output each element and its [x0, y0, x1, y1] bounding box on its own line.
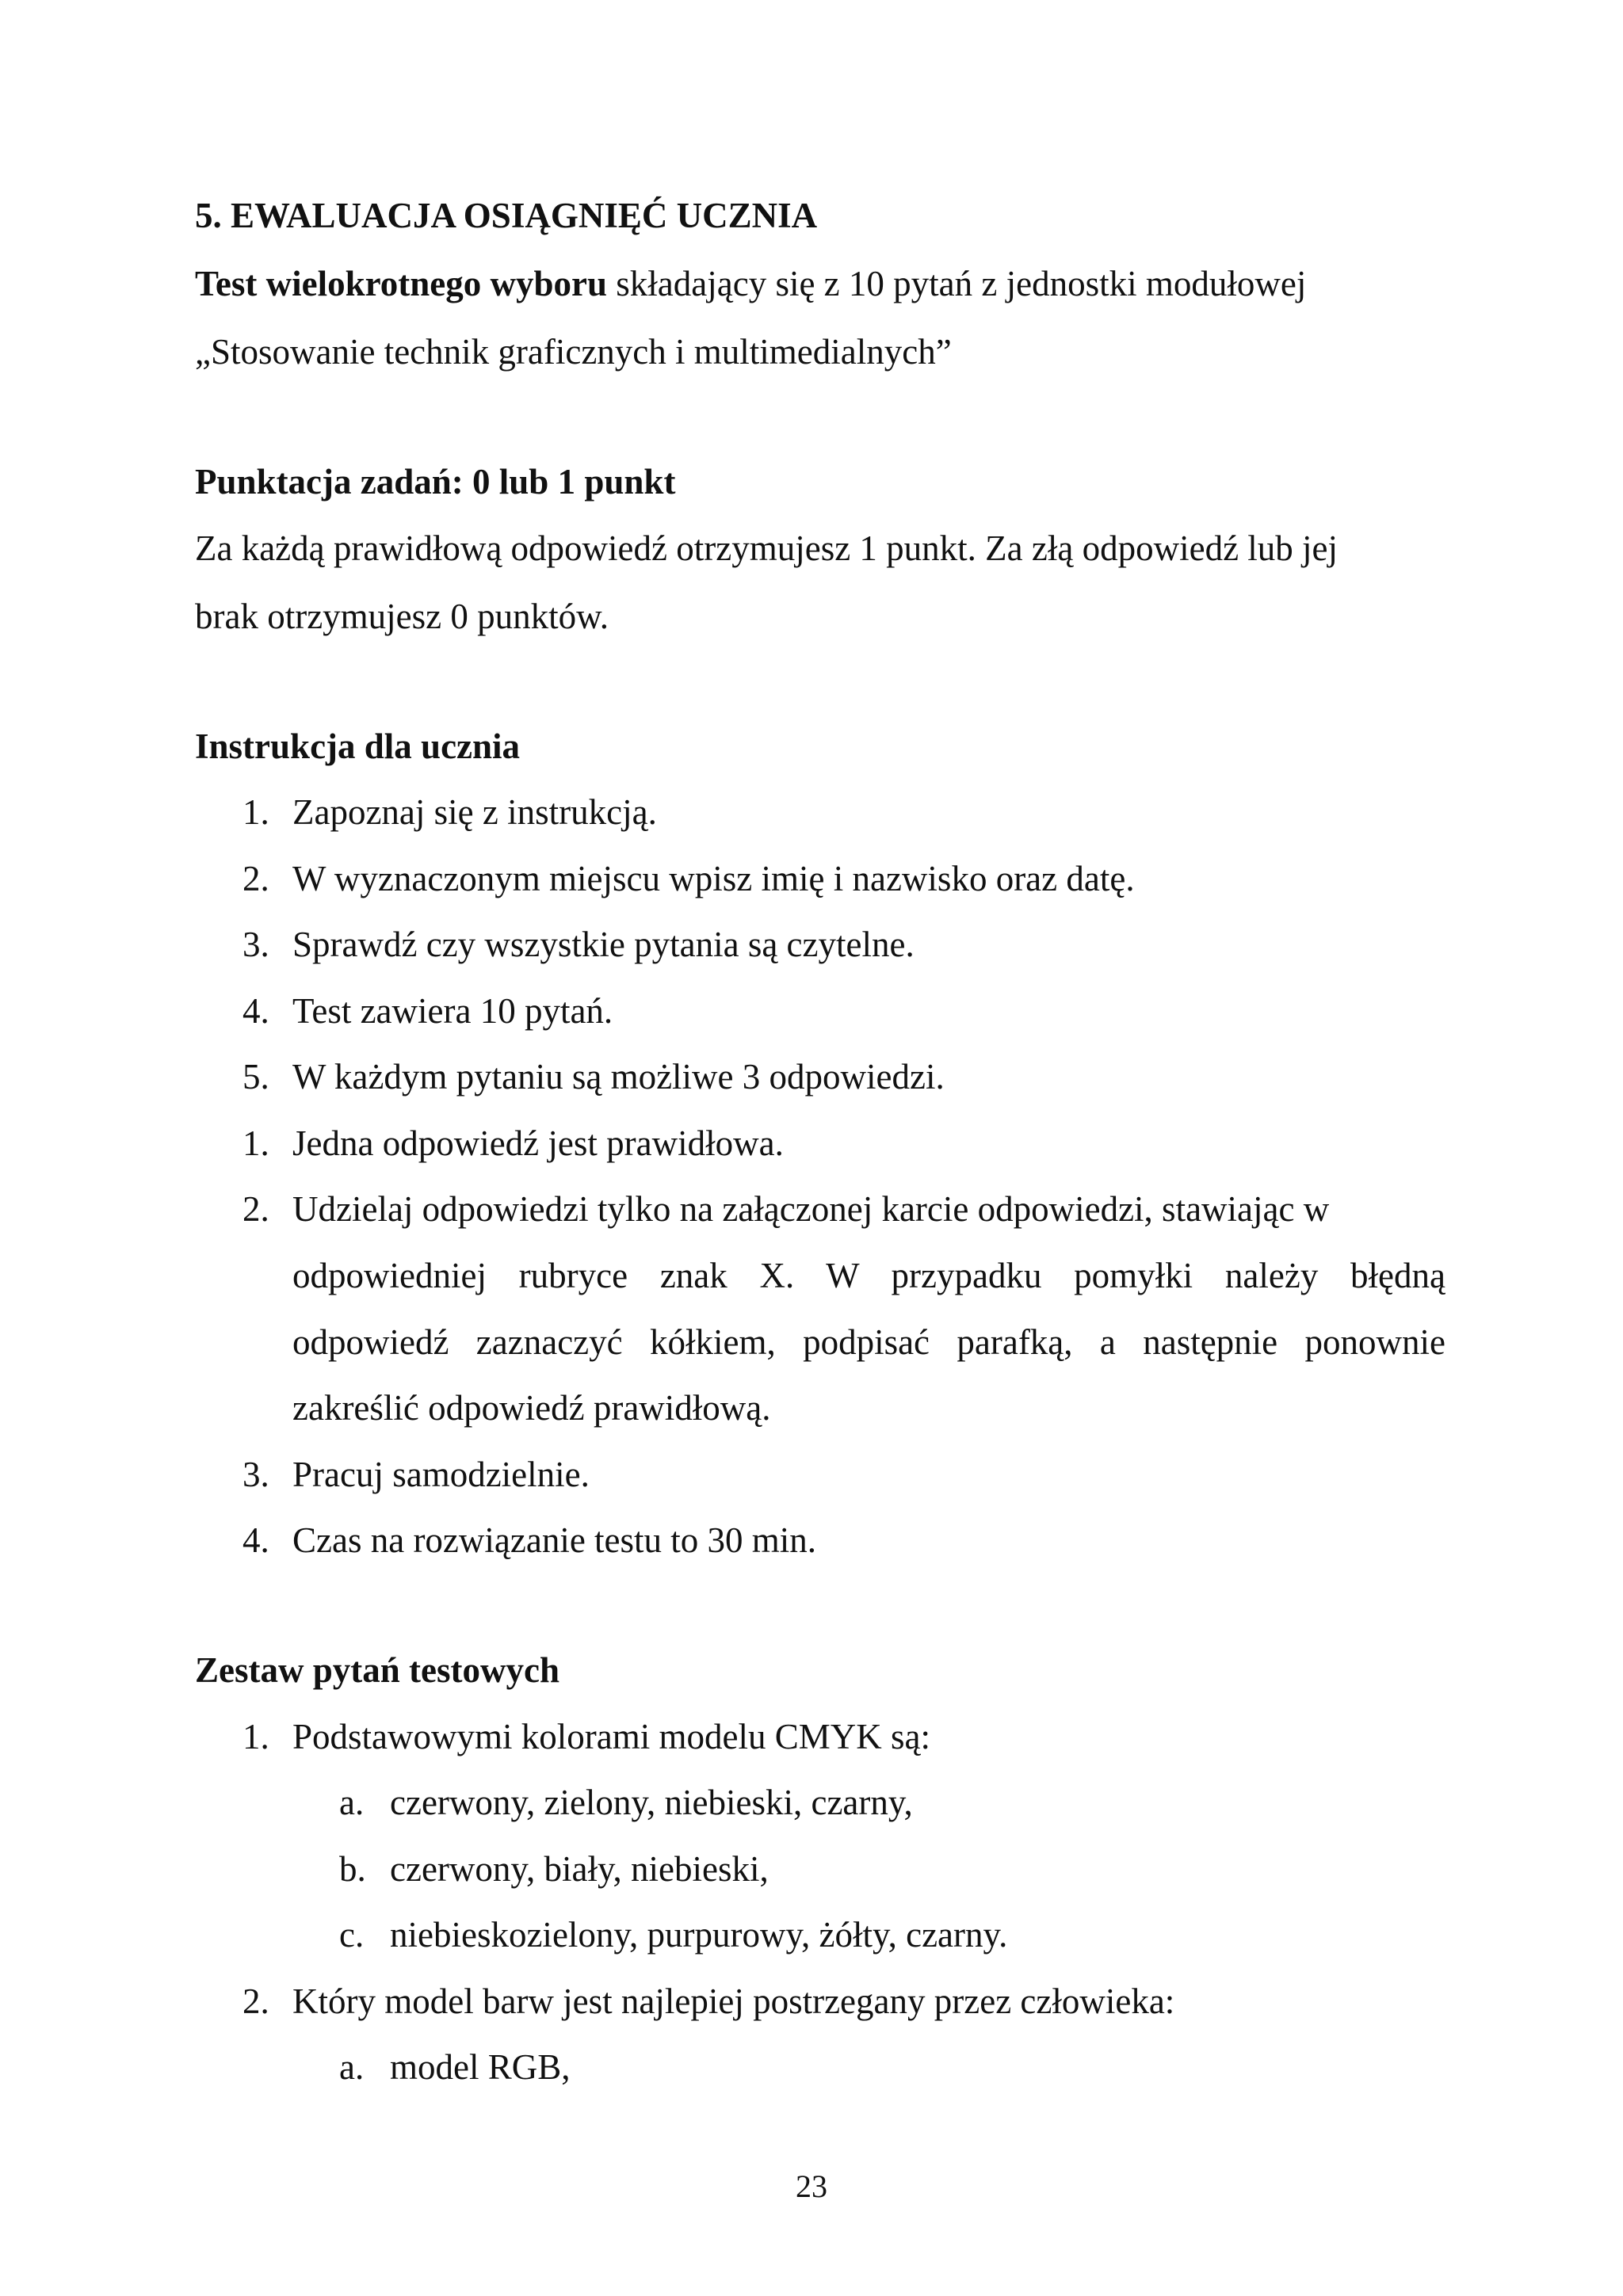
intro-rest: składający się z 10 pytań z jednostki modułowej	[607, 264, 1307, 303]
section-heading: 5. EWALUACJA OSIĄGNIĘĆ UCZNIA	[195, 196, 818, 235]
option-letter: a.	[339, 2047, 365, 2087]
option-text: niebieskozielony, purpurowy, żółty, czarny.	[390, 1915, 1008, 1955]
list-item: Test zawiera 10 pytań.	[292, 991, 613, 1031]
question-text: Podstawowymi kolorami modelu CMYK są:	[292, 1717, 930, 1756]
list-number: 4.	[242, 991, 269, 1031]
list-item: Udzielaj odpowiedzi tylko na załączonej karcie odpowiedzi, stawiając w	[292, 1189, 1330, 1229]
list-number: 3.	[242, 1455, 269, 1494]
list-item: Sprawdź czy wszystkie pytania są czytelne.	[292, 925, 915, 964]
list-number: 1.	[242, 1123, 269, 1163]
option-text: model RGB,	[390, 2047, 571, 2087]
intro-line-2: „Stosowanie technik graficznych i multimedialnych”	[195, 332, 952, 372]
document-page	[195, 0, 1447, 2296]
list-item: Czas na rozwiązanie testu to 30 min.	[292, 1520, 817, 1560]
scoring-line-1: Za każdą prawidłową odpowiedź otrzymujesz 1 punkt. Za złą odpowiedź lub jej	[195, 528, 1338, 568]
list-item: W wyznaczonym miejscu wpisz imię i nazwisko oraz datę.	[292, 859, 1135, 898]
list-number: 5.	[242, 1057, 269, 1097]
instructions-heading: Instrukcja dla ucznia	[195, 727, 521, 766]
list-number: 2.	[242, 859, 269, 898]
questions-heading: Zestaw pytań testowych	[195, 1650, 559, 1690]
scoring-heading: Punktacja zadań: 0 lub 1 punkt	[195, 462, 676, 502]
question-text: Który model barw jest najlepiej postrzegany przez człowieka:	[292, 1981, 1175, 2021]
list-number: 3.	[242, 925, 269, 964]
list-item: Jedna odpowiedź jest prawidłowa.	[292, 1123, 784, 1163]
list-item: Zapoznaj się z instrukcją.	[292, 792, 657, 832]
option-text: czerwony, biały, niebieski,	[390, 1849, 769, 1889]
option-letter: b.	[339, 1849, 366, 1889]
list-number: 2.	[242, 1189, 269, 1229]
option-letter: c.	[339, 1915, 365, 1955]
list-item: Pracuj samodzielnie.	[292, 1455, 590, 1494]
intro-line	[195, 266, 1306, 302]
list-item-continuation: zakreślić odpowiedź prawidłową.	[292, 1388, 771, 1428]
option-text: czerwony, zielony, niebieski, czarny,	[390, 1783, 913, 1822]
list-number: 4.	[242, 1520, 269, 1560]
list-item: W każdym pytaniu są możliwe 3 odpowiedzi.	[292, 1057, 945, 1097]
page-number: 23	[796, 2168, 827, 2204]
scoring-line-2: brak otrzymujesz 0 punktów.	[195, 597, 609, 636]
question-number: 2.	[242, 1981, 269, 2021]
list-item-continuation: odpowiedź zaznaczyć kółkiem, podpisać parafką, a następnie ponownie	[292, 1325, 1445, 1362]
option-letter: a.	[339, 1783, 365, 1822]
question-number: 1.	[242, 1717, 269, 1756]
intro-bold: Test wielokrotnego wyboru	[195, 264, 608, 303]
list-number: 1.	[242, 792, 269, 832]
list-item-continuation: odpowiedniej rubryce znak X. W przypadku pomyłki należy błędną	[292, 1258, 1445, 1295]
